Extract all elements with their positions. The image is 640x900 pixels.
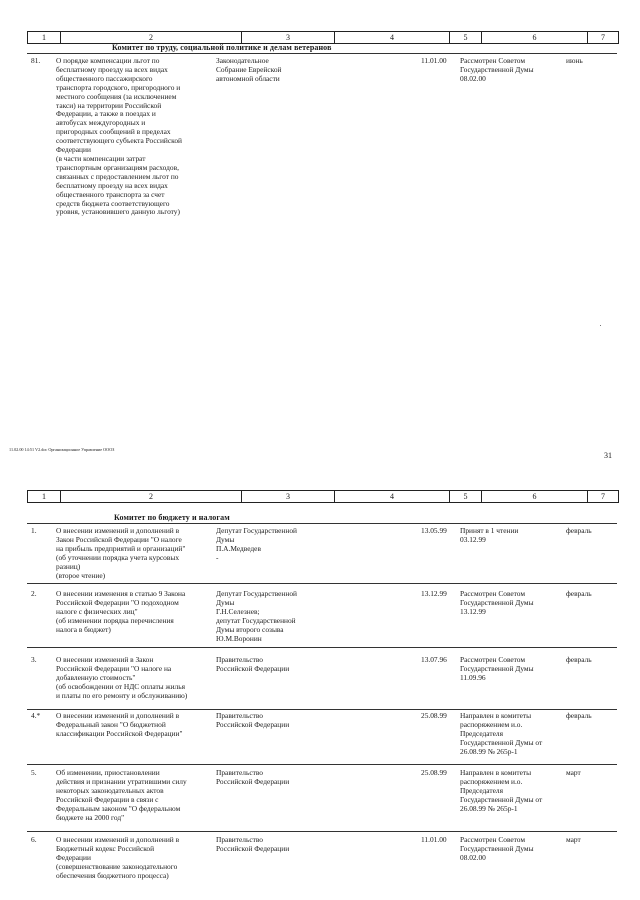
column-header-cell: 5 bbox=[450, 491, 482, 502]
bill-author: Правительство Российской Федерации bbox=[216, 768, 290, 786]
page-number: 31 bbox=[604, 451, 612, 460]
column-header-cell: 3 bbox=[242, 491, 335, 502]
bill-title: О внесении изменений и дополнений в Закон Российской Федерации "О налоге на прибыль предприятий и организаций" (об уточнении порядка учета курсовых разниц) (второе чтение) bbox=[56, 526, 186, 580]
divider-line bbox=[27, 583, 617, 584]
column-header-bottom bbox=[27, 490, 619, 503]
bill-author: Правительство Российской Федерации bbox=[216, 711, 290, 729]
bill-author: Правительство Российской Федерации bbox=[216, 655, 290, 673]
column-header-cell: 2 bbox=[61, 491, 242, 502]
row-number: 2. bbox=[31, 589, 37, 598]
column-header-cell: 5 bbox=[450, 32, 482, 43]
bill-date: 25.08.99 bbox=[421, 768, 447, 777]
divider-line bbox=[27, 53, 617, 54]
footer-path: 11.02.00 14:51 V2.doc Организационное Управление ОООЗ bbox=[9, 447, 115, 452]
bill-date: 25.08.99 bbox=[421, 711, 447, 720]
bill-date: 13.05.99 bbox=[421, 526, 447, 535]
column-header-cell: 7 bbox=[601, 33, 605, 42]
column-header-cell: 1 bbox=[28, 32, 61, 43]
bill-date: 11.01.00 bbox=[421, 835, 447, 844]
bill-month: февраль bbox=[566, 711, 592, 720]
row-number: 4.* bbox=[31, 711, 41, 720]
column-header-cell: 7 bbox=[601, 492, 605, 501]
divider-line bbox=[27, 764, 617, 765]
bill-date: 11.01.00 bbox=[421, 56, 447, 65]
bill-author: Депутат Государственной Думы Г.Н.Селезнев; депутат Государственной Думы второго созыва Ю.М.Воронин bbox=[216, 589, 297, 643]
bill-month: июнь bbox=[566, 56, 583, 65]
bill-date: 13.07.96 bbox=[421, 655, 447, 664]
column-header-cell: 6 bbox=[482, 32, 588, 43]
bill-author: Законодательное Собрание Еврейской автономной области bbox=[216, 56, 282, 83]
divider-line bbox=[27, 647, 617, 648]
bill-status: Рассмотрен Советом Государственной Думы 08.02.00 bbox=[460, 835, 534, 862]
column-header-cell: 4 bbox=[335, 32, 450, 43]
bill-title: О внесении изменения в статью 9 Закона Российской Федерации "О подоходном налоге с физических лиц" (об изменении порядка перечисления налога в бюджет) bbox=[56, 589, 186, 634]
bill-month: февраль bbox=[566, 655, 592, 664]
row-number: 3. bbox=[31, 655, 37, 664]
bill-status: Принят в 1 чтении 03.12.99 bbox=[460, 526, 519, 544]
column-header-cell: 4 bbox=[335, 491, 450, 502]
bill-month: февраль bbox=[566, 589, 592, 598]
bill-title: Об изменении, приостановлении действия и признании утратившими силу некоторых законодательных актов Российской Федерации в связи с Федеральным законом "О федеральном бюджете на 2000 год" bbox=[56, 768, 187, 822]
bill-status: Рассмотрен Советом Государственной Думы 13.12.99 bbox=[460, 589, 534, 616]
bill-title: О внесении изменений и дополнений в Федеральный закон "О бюджетной классификации Российской Федерации" bbox=[56, 711, 183, 738]
bill-month: февраль bbox=[566, 526, 592, 535]
divider-line bbox=[27, 709, 617, 710]
bill-title: О внесении изменений и дополнений в Бюджетный кодекс Российской Федерации (совершенствование законодательного обеспечения бюджетного процесса) bbox=[56, 835, 180, 880]
divider-line bbox=[27, 523, 617, 524]
divider-line bbox=[27, 831, 617, 832]
bill-month: март bbox=[566, 835, 581, 844]
bill-author: Депутат Государственной Думы П.А.Медведев - bbox=[216, 526, 297, 562]
column-header-cell: 3 bbox=[242, 32, 335, 43]
bill-date: 13.12.99 bbox=[421, 589, 447, 598]
scan-speck bbox=[600, 325, 601, 326]
bill-title: О внесении изменений в Закон Российской Федерации "О налоге на добавленную стоимость" (об освобождении от НДС оплаты жилья и платы по его ремонту и обслуживанию) bbox=[56, 655, 188, 700]
bill-month: март bbox=[566, 768, 581, 777]
bill-status: Рассмотрен Советом Государственной Думы 08.02.00 bbox=[460, 56, 534, 83]
row-number: 5. bbox=[31, 768, 37, 777]
column-header-cell: 2 bbox=[61, 32, 242, 43]
row-number: 1. bbox=[31, 526, 37, 535]
bill-status: Направлен в комитеты распоряжением и.о. Председателя Государственной Думы от 26.08.99 № 265р-1 bbox=[460, 711, 543, 756]
row-number: 81. bbox=[31, 56, 41, 65]
column-header-cell: 6 bbox=[482, 491, 588, 502]
bill-status: Рассмотрен Советом Государственной Думы 11.09.96 bbox=[460, 655, 534, 682]
bill-status: Направлен в комитеты распоряжением и.о. Председателя Государственной Думы от 26.08.99 № 265р-1 bbox=[460, 768, 543, 813]
bill-title: О порядке компенсации льгот по бесплатному проезду на всех видах общественного пассажирского транспорта городского, пригородного и местного сообщения (за исключением такси) на территории Российской Федерации, а также в поездах и автобусах междугородных и пригородных сообщений в пределах соответствующего субъекта Российской Федерации (в части компенсации затрат транспортным организациям расходов, связанных с предоставлением льгот по бесплатному проезду на всех видах общественного транспорта за счет средств бюджета соответствующего уровня, установившего данную льготу) bbox=[56, 56, 182, 217]
column-header-cell: 1 bbox=[28, 491, 61, 502]
bill-author: Правительство Российской Федерации bbox=[216, 835, 290, 853]
committee-heading: Комитет по бюджету и налогам bbox=[114, 513, 230, 522]
row-number: 6. bbox=[31, 835, 37, 844]
committee-heading: Комитет по труду, социальной политике и делам ветеранов bbox=[112, 43, 332, 52]
